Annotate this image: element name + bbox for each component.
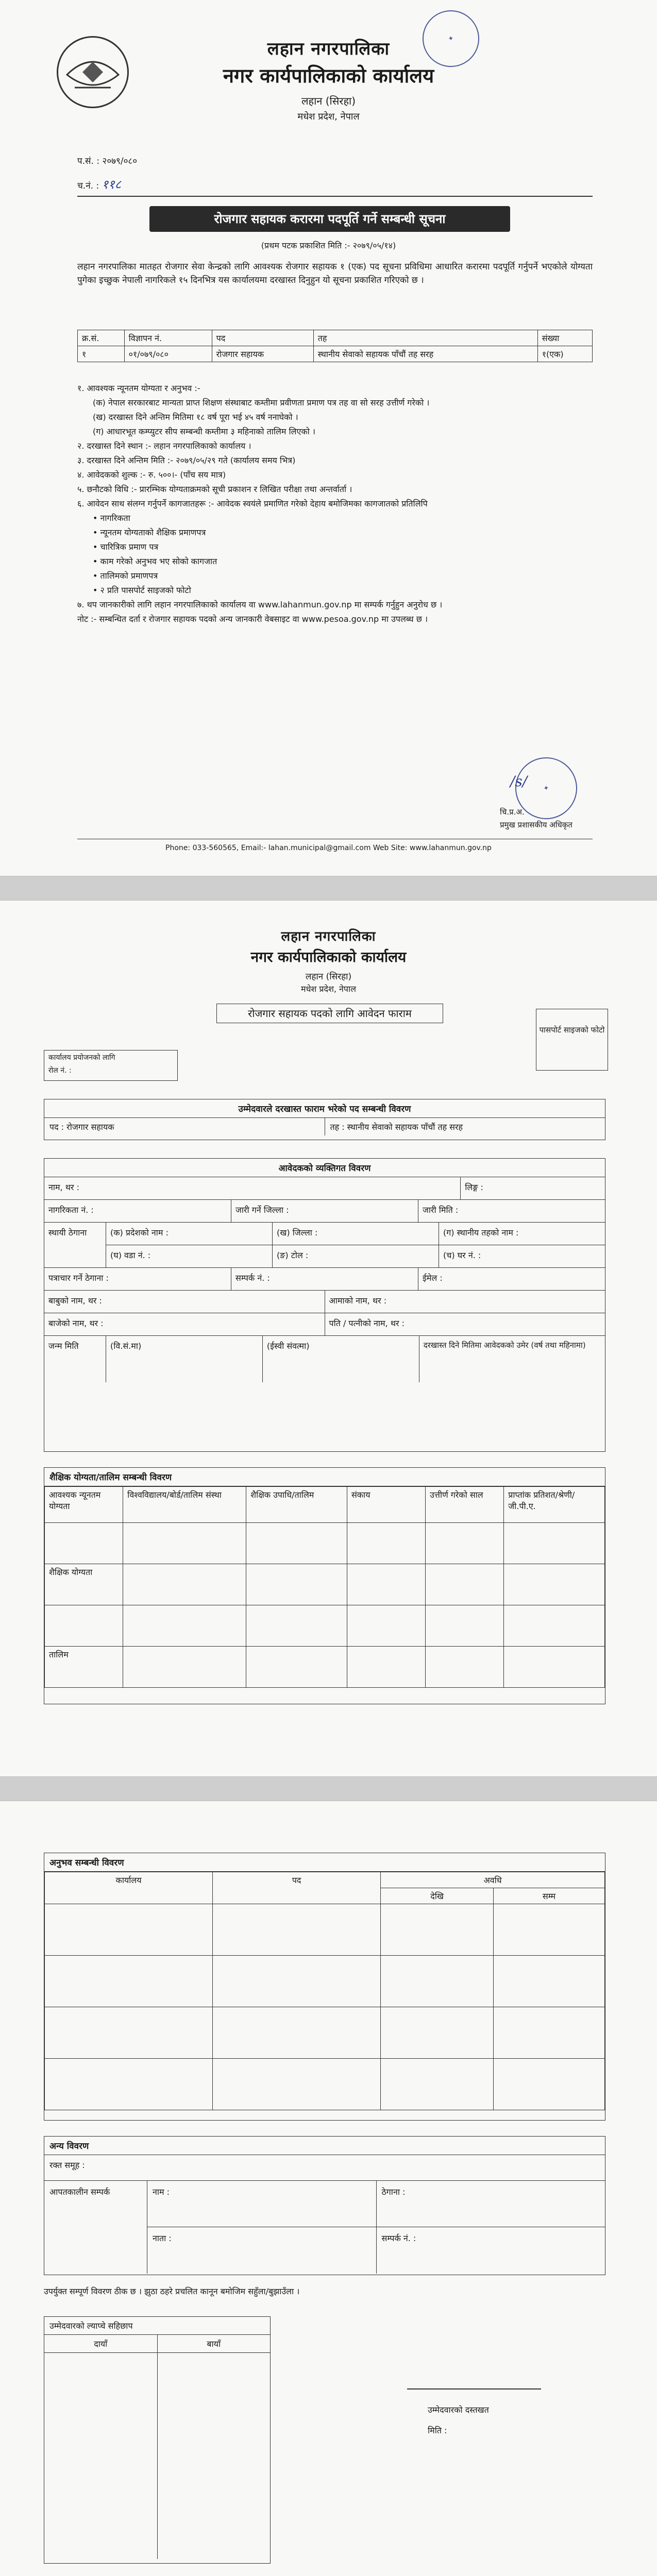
divider [77, 196, 593, 197]
table-cell: ०१/०७९/०८० [124, 346, 212, 362]
post-details-box [44, 1099, 605, 1140]
intro-paragraph: लहान नगरपालिका मातहत रोजगार सेवा केन्द्रको लागि आवश्यक रोजगार सहायक १ (एक) पद सूचना प्रविधिमा आधारित करारमा पदपूर्ति गर्नुपर्ने भएकोले योग्यता पुगेका इच्छुक नेपाली नागरिकले १५ दिनभित्र यस कार्यालयमा दरखास्त दिनुहुन यो सूचना प्रकाशित गरिएको छ । [77, 262, 593, 286]
conditions-list [77, 381, 593, 626]
condition-item: • २ प्रति पासपोर्ट साइजको फोटो [93, 585, 191, 595]
name-field[interactable]: नाम, थर : [44, 1177, 461, 1199]
condition-item: • काम गरेको अनुभव भए सोको कागजात [93, 556, 217, 566]
mailing-address-field[interactable]: पत्राचार गर्ने ठेगाना : [44, 1268, 231, 1290]
table-row [45, 2059, 605, 2110]
dispatch-number: च.नं. : ११८ [77, 177, 122, 192]
table-row [45, 1956, 605, 2007]
condition-item: नोट :- सम्बन्धित दर्ता र रोजगार सहायक पदको अन्य जानकारी वेबसाइट वा www.pesoa.gov.np मा उपलब्ध छ । [77, 614, 428, 624]
ward-field[interactable]: (घ) वडा नं. : [106, 1245, 273, 1268]
header-line-2: नगर कार्यपालिकाको कार्यालय [223, 64, 434, 87]
header-line-2: नगर कार्यपालिकाको कार्यालय [250, 948, 407, 965]
footer-contact: Phone: 033-560565, Email:- lahan.municipal@gmail.com Web Site: www.lahanmun.gov.np [165, 844, 492, 852]
post-field: पद : रोजगार सहायक [44, 1118, 325, 1136]
header-line-1: लहान नगरपालिका [281, 929, 376, 944]
signer-abbrev: चि.प्र.अ. [500, 807, 525, 817]
edu-header: विश्वविद्यालय/बोर्ड/तालिम संस्था [123, 1487, 246, 1523]
exp-header: कार्यालय [45, 1872, 213, 1904]
table-header: संख्या [537, 330, 592, 346]
local-level-field[interactable]: (ग) स्थानीय तहको नाम : [443, 1228, 519, 1238]
condition-item: ६. आवेदन साथ संलग्न गर्नुपर्ने कागजातहरू :- आवेदक स्वयंले प्रमाणित गरेको देहाय बमोजिमका कागजातको प्रतिलिपि [77, 499, 428, 509]
condition-item: ५. छनौटको विधि :- प्रारम्भिक योग्यताक्रमको सूची प्रकाशन र लिखित परीक्षा तथा अन्तर्वार्ता । [77, 484, 352, 494]
level-field: तह : स्थानीय सेवाको सहायक पाँचौं तह सरह [330, 1122, 463, 1132]
edu-row-label: शैक्षिक योग्यता [45, 1564, 123, 1605]
exp-header: सम्म [494, 1888, 605, 1904]
vacancy-table [77, 330, 593, 362]
condition-item: (ख) दरखास्त दिने अन्तिम मितिमा १८ वर्ष पूरा भई ४५ वर्ष ननाघेको । [93, 412, 298, 422]
education-table [44, 1486, 605, 1688]
permanent-address-label: स्थायी ठेगाना [44, 1223, 106, 1267]
district-field[interactable]: (ख) जिल्ला : [273, 1223, 439, 1245]
table-cell: स्थानीय सेवाको सहायक पाँचौं तह सरह [313, 346, 537, 362]
mother-name-field[interactable]: आमाको नाम, थर : [329, 1296, 387, 1306]
exp-header: देखि [381, 1888, 494, 1904]
edu-header: शैक्षिक उपाधि/तालिम [246, 1487, 347, 1523]
signer-title: प्रमुख प्रशासकीय अधिकृत [500, 820, 572, 829]
condition-item: (क) नेपाल सरकारबाट मान्यता प्राप्त शिक्षण संस्थाबाट कम्तीमा प्रवीणता प्रमाण पत्र तह वा सो सरह उत्तीर्ण गरेको । [93, 398, 430, 408]
edu-row-label [45, 1605, 123, 1647]
tole-field[interactable]: (ङ) टोल : [273, 1245, 439, 1268]
condition-item: • तालिमको प्रमाणपत्र [93, 571, 158, 581]
table-row [45, 1564, 605, 1605]
email-field[interactable]: ईमेल : [423, 1273, 443, 1283]
citizenship-field[interactable]: नागरिकता नं. : [44, 1200, 231, 1222]
emergency-contact-field[interactable]: सम्पर्क नं. : [381, 2233, 416, 2243]
spouse-name-field[interactable]: पति / पत्नीको नाम, थर : [329, 1318, 405, 1328]
edu-header: उत्तीर्ण गरेको साल [426, 1487, 504, 1523]
thumbprint-box [44, 2316, 271, 2564]
table-header: विज्ञापन नं. [124, 330, 212, 346]
applicant-signature-label: उम्मेदवारको दस्तखत [428, 2405, 489, 2415]
office-stamp-icon: ✦ [417, 5, 484, 72]
other-details-box [44, 2136, 605, 2275]
right-thumb-area[interactable] [44, 2353, 158, 2559]
table-cell: १(एक) [537, 346, 592, 362]
table-row [45, 1605, 605, 1647]
table-row [45, 2007, 605, 2059]
thumbprint-title: उम्मेदवारको ल्याप्चे सहिछाप [44, 2317, 270, 2335]
section-other-title: अन्य विवरण [44, 2137, 605, 2155]
dob-ad-field[interactable]: (ईस्वी संवत्मा) [263, 1336, 419, 1382]
page-application-form [0, 901, 657, 1776]
section-education-title: शैक्षिक योग्यता/तालिम सम्बन्धी विवरण [44, 1468, 605, 1486]
condition-item: • न्यूनतम योग्यताको शैक्षिक प्रमाणपत्र [93, 528, 206, 537]
emergency-relation-field[interactable]: नाता : [147, 2227, 377, 2274]
condition-item: (ग) आधारभूत कम्प्युटर सीप सम्बन्धी कम्तीमा ३ महिनाको तालिम लिएको । [93, 427, 315, 436]
ref-number: प.सं. : २०७९/०८० [77, 156, 138, 166]
signature: /s/ [510, 773, 528, 790]
declaration-text: उपर्युक्त सम्पूर्ण विवरण ठीक छ । झुठा ठहरे प्रचलित कानून बमोजिम सहुँला/बुझाउँला । [44, 2286, 300, 2296]
section-personal-title: आवेदकको व्यक्तिगत विवरण [44, 1159, 605, 1177]
header-line-1: लहान नगरपालिका [267, 39, 390, 59]
condition-item: १. आवश्यक न्यूनतम योग्यता र अनुभव :- [77, 383, 200, 393]
grandfather-name-field[interactable]: बाजेको नाम, थर : [44, 1313, 325, 1335]
office-use-box [44, 1050, 178, 1081]
exp-header: पद [213, 1872, 381, 1904]
edu-row-label [45, 1523, 123, 1564]
signature-line [407, 2388, 541, 2389]
table-row [45, 1904, 605, 1956]
page-notice [0, 0, 657, 876]
left-thumb-label: बायाँ [207, 2339, 221, 2349]
gender-field[interactable]: लिङ्ग : [465, 1182, 483, 1192]
table-row [78, 346, 593, 362]
table-header: तह [313, 330, 537, 346]
section-post-title: उम्मेदवारले दरखास्त फाराम भरेको पद सम्बन्धी विवरण [44, 1099, 605, 1118]
condition-item: ७. थप जानकारीको लागि लहान नगरपालिकाको कार्यालय वा www.lahanmun.gov.np मा सम्पर्क गर्नुहुन अनुरोध छ । [77, 600, 443, 609]
dob-bs-field[interactable]: (वि.सं.मा) [106, 1336, 263, 1382]
edu-row-label: तालिम [45, 1647, 123, 1688]
personal-details-box [44, 1158, 605, 1452]
right-thumb-label: दायाँ [44, 2335, 158, 2352]
table-row [45, 1523, 605, 1564]
notice-title: रोजगार सहायक करारमा पदपूर्ति गर्ने सम्बन्धी सूचना [149, 206, 510, 232]
table-row [45, 1647, 605, 1688]
condition-item: ३. दरखास्त दिने अन्तिम मिति :- २०७९/०५/२९ गते (कार्यालय समय भित्र) [77, 455, 296, 465]
edu-header: संकाय [347, 1487, 425, 1523]
phone-field[interactable]: सम्पर्क नं. : [231, 1268, 418, 1290]
house-field[interactable]: (च) घर नं. : [443, 1250, 481, 1260]
edu-header: आवश्यक न्यूनतम योग्यता [45, 1487, 123, 1523]
dob-label: जन्म मिति [44, 1336, 106, 1382]
education-box [44, 1467, 605, 1704]
exp-header: अवधि [381, 1872, 605, 1888]
left-thumb-area[interactable] [158, 2353, 271, 2559]
emergency-address-field[interactable]: ठेगाना : [381, 2187, 406, 2197]
condition-item: २. दरखास्त दिने स्थान :- लहान नगरपालिकाको कार्यालय । [77, 441, 251, 451]
blood-group-field[interactable]: रक्त समूह : [44, 2155, 605, 2181]
province-field[interactable]: (क) प्रदेशको नाम : [106, 1223, 273, 1245]
issued-date-field[interactable]: जारी मिति : [423, 1205, 459, 1215]
experience-table [44, 1872, 605, 2110]
section-experience-title: अनुभव सम्बन्धी विवरण [44, 1853, 605, 1872]
header-line-3: लहान (सिरहा) [305, 972, 352, 982]
header-line-3: लहान (सिरहा) [301, 95, 356, 107]
roll-label: रोल नं. : [48, 1066, 72, 1075]
edu-header: प्राप्तांक प्रतिशत/श्रेणी/जी.पी.ए. [504, 1487, 605, 1523]
table-cell: १ [78, 346, 125, 362]
header-line-4: मधेश प्रदेश, नेपाल [301, 984, 356, 994]
father-name-field[interactable]: बाबुको नाम, थर : [44, 1291, 325, 1313]
date-label: मिति : [428, 2426, 447, 2435]
publish-date: (प्रथम पटक प्रकाशित मिति :- २०७९/०५/१४) [261, 241, 396, 250]
condition-item: • नागरिकता [93, 513, 130, 523]
table-cell: रोजगार सहायक [212, 346, 313, 362]
emergency-name-field[interactable]: नाम : [147, 2181, 377, 2227]
condition-item: ४. आवेदकको शुल्क :- रु. ५००।- (पाँच सय मात्र) [77, 470, 226, 480]
table-header: क्र.सं. [78, 330, 125, 346]
form-title: रोजगार सहायक पदको लागि आवेदन फाराम [216, 1004, 443, 1023]
age-field[interactable]: दरखास्त दिने मितिमा आवेदकको उमेर (वर्ष तथा महिनामा) [423, 1341, 586, 1350]
issued-district-field[interactable]: जारी गर्ने जिल्ला : [231, 1200, 418, 1222]
page-application-form-2 [0, 1801, 657, 2576]
photo-placeholder[interactable]: पासपोर्ट साइजको फोटो [536, 1009, 608, 1071]
table-header: पद [212, 330, 313, 346]
signature-stamp-icon: ✦ [510, 752, 583, 825]
condition-item: • चारित्रिक प्रमाण पत्र [93, 542, 159, 552]
emergency-contact-label: आपतकालीन सम्पर्क [44, 2181, 147, 2274]
experience-box [44, 1853, 605, 2121]
header-line-4: मधेश प्रदेश, नेपाल [297, 111, 360, 122]
office-use-label: कार्यालय प्रयोजनको लागि [48, 1054, 115, 1062]
